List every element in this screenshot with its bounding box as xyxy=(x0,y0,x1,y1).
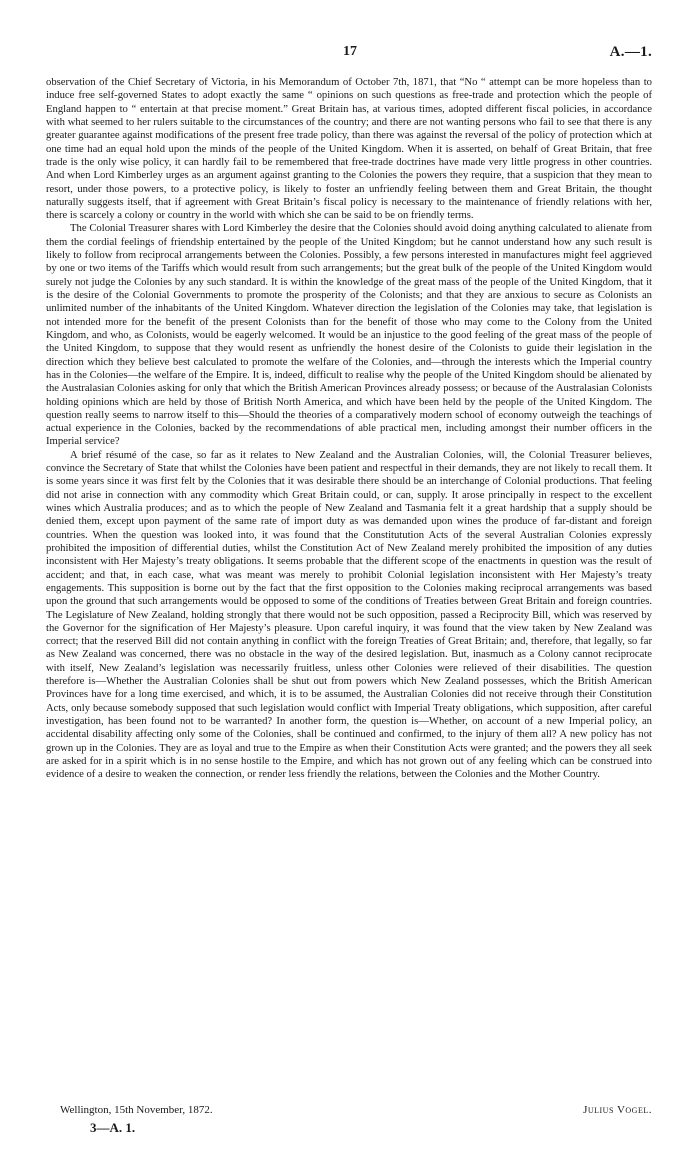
body-text xyxy=(46,76,652,782)
signature-mark: 3—A. 1. xyxy=(90,1120,136,1135)
paragraph-3: A brief résumé of the case, so far as it relates to New Zealand and the Australian Colonies, will, the Colonial Treasurer believes, convince the Secretary of State that whilst the Colonies have been patient and respectful in their demands, they are not likely to recall them. It is some years since it was first felt by the Colonies that it was desirable there should be an interchange of Colonial productions. That feeling did not arise in connection with any commodity which Great Britain could, or can, supply. It arose principally in respect to the excellent wines which Australia produces; and as to which the people of New Zealand and Tasmania felt it a great hardship that a supply should be denied them, except upon payment of the same rate of import duty as was demanded upon wines the produce of far-distant and foreign countries. When the question was looked into, it was found that the Constitutution Acts of the several Australian Colonies expressly prohibited the imposition of differential duties, whilst the Constitution Act of New Zealand merely prohibited the imposition of any duties inconsistent with Her Majesty’s treaty obligations. It seems probable that the different scope of the enactments in question was the result of accident; and that, in each case, what was meant was merely to prohibit Colonial legislation inconsistent with Her Majesty’s treaty engagements. This supposition is borne out by the fact that the first opposition to the Colonies making reciprocal arrangements was based upon the ground that such arrangements would be opposed to some of the conditions of Treaties between Great Britain and foreign countries. The Legislature of New Zealand, holding strongly that there would not be such opposition, passed a Reciprocity Bill, which was reserved by the Governor for the signification of Her Majesty’s pleasure. Upon careful inquiry, it was found that the view taken by New Zealand was correct; that the reserved Bill did not contain anything in conflict with the foreign Treaties of Great Britain; and, therefore, that legally, so far as New Zealand was concerned, there was no obstacle in the way of the desired legislation. But, inasmuch as a Colony cannot reciprocate with itself, New Zealand’s legislation was necessarily fruitless, unless other Colonies were relieved of their disabilities. The question therefore is—Whether the Australian Colonies shall be shut out from powers which New Zealand possesses, which the British American Provinces have for a long time exercised, and which, it is to be assumed, the Australian Colonies did not receive through their Constitution Acts, only because somebody supposed that such legislation would conflict with Imperial Treaty obligations, which supposition, after careful investigation, has been found not to be warranted? In another form, the question is—Whether, on account of a new Imperial policy, an accidental disability affecting only some of the Colonies, shall be continued and confirmed, to the injury of them all? A new policy has not grown up in the Colonies. They are as loyal and true to the Empire as when their Constitution Acts were granted; and the powers they all seek are asked for in a spirit which is in no sense hostile to the Empire, and which has not grown out of any feeling which can be construed into evidence of a desire to weaken the connection, or render less friendly the relations, between the Colonies and the Mother Country. xyxy=(46,449,652,781)
paragraph-1: observation of the Chief Secretary of Victoria, in his Memorandum of October 7th, 1871, that “No “ attempt can be more hopeless than to induce free self-governed States to adopt exactly the same “ opinions on such questions as free-trade and protection which the people of England happen to “ entertain at that precise moment.” Great Britain has, at various times, adopted different fiscal policies, in accordance with what seemed to her rulers suitable to the circumstances of the country; and there are not wanting persons who fail to see that there is any greater guarantee against modifications of the present free trade policy, than there was against the reversal of the policy of protection which at one time had an equal hold upon the minds of the people of the United Kingdom. When it is asserted, on behalf of Great Britain, that free trade is the only wise policy, it can hardly fail to be remembered that free-trade doctrines have made very little progress in other countries. And when Lord Kimberley urges as an argument against granting to the Colonies the powers they require, that a suspicion that they mean to resort, under those powers, to a protective policy, is likely to foster an unfriendly feeling between them and Great Britain, the thought naturally suggests itself, that if agreement with Great Britain’s fiscal policy is necessary to the maintenance of friendly relations with her, there is scarcely a colony or country in the world with which she can be said to be on friendly terms. xyxy=(46,77,652,222)
place-and-date: Wellington, 15th November, 1872. xyxy=(60,1104,213,1116)
page-number: 17 xyxy=(343,44,357,59)
paper-reference: A.—1. xyxy=(609,44,652,60)
paragraph-2: The Colonial Treasurer shares with Lord Kimberley the desire that the Colonies should avoid doing anything calculated to alienate from them the cordial feelings of friendship entertained by the people of the United Kingdom; but he cannot understand how any such result is likely to follow from reciprocal arrangements between the Colonies. Possibly, a few persons interested in manufactures might feel aggrieved by one or two items of the Tariffs which would result from such arrangements; but the great bulk of the people of the United Kingdom would surely not judge the Colonies by any such standard. It is within the knowledge of the great mass of the people of the United Kingdom, that it is the desire of the Colonial Governments to promote the prosperity of the Colonists; and that they are anxious to secure as Colonists an unlimited number of the inhabitants of the United Kingdom. Whatever direction the legislation of the Colonies may take, that legislation is not intended more for the benefit of the present Colonists than for the benefit of those who may come to the Colony from the United Kingdom, and who, as Colonists, would be eagerly welcomed. It would be an injustice to the good feeling of the great mass of the people of the United Kingdom, to suppose that they would resent as unfriendly the honest desire of the Colonists to guide their legislation in the direction which they believe best calculated to promote the welfare of the Colonies, and—through the interests which the Imperial country has in the Colonies—the welfare of the Empire. It is, indeed, difficult to realise why the people of the United Kingdom should be alienated by the Australasian Colonies asking for only that which the British American Provinces already possess; or because of the Australasian Colonists holding opinions which are held by those of British North America, and which have been held by the people of the United Kingdom. The question really seems to narrow itself to this—Should the theories of a comparatively modern school of economy outweigh the teachings of actual experience in the Colonies, backed by the recommendations of able practical men, including amongst their number officers in the Imperial service? xyxy=(46,223,652,448)
signature: Julius Vogel. xyxy=(583,1104,652,1116)
